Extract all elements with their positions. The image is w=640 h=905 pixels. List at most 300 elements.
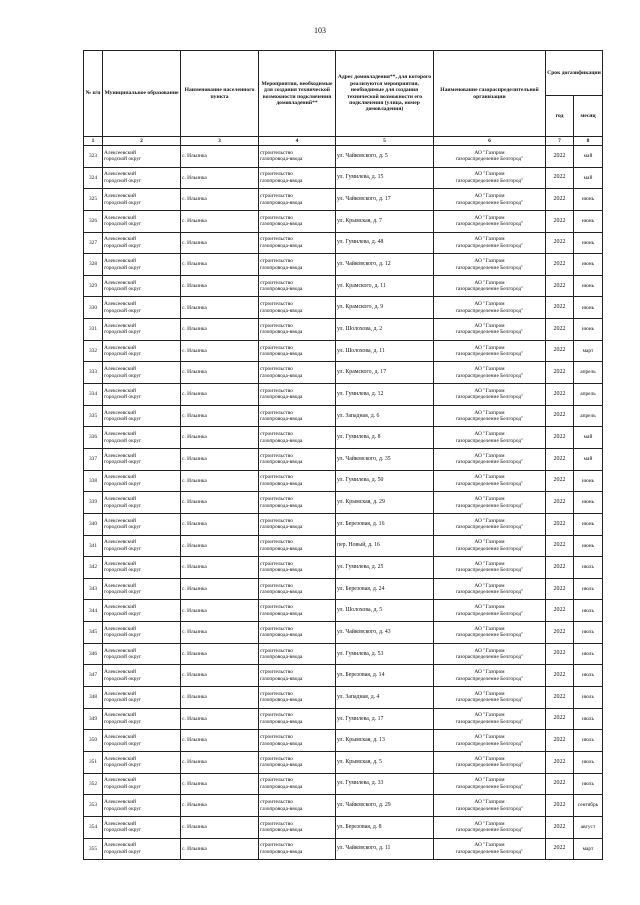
org-cell <box>434 600 546 622</box>
municipality-line: городской округ <box>104 610 142 617</box>
column-number: 7 <box>546 137 574 146</box>
month-cell: июнь <box>574 189 603 211</box>
row-number: 343 <box>84 578 103 600</box>
measure-line: газопровода-ввода <box>260 783 303 790</box>
settlement-cell: с. Ильинка <box>181 297 259 319</box>
org-line: АО "Газпром <box>474 301 505 308</box>
address-cell: ул. Крымская, д. 13 <box>336 730 434 752</box>
org-line: газораспределение Белгород" <box>455 827 524 834</box>
address-cell: ул. Крымская, д. 5 <box>336 751 434 773</box>
measure-cell <box>259 751 336 773</box>
municipality-line: Алексеевский <box>104 452 136 459</box>
month-cell: апрель <box>574 384 603 406</box>
org-cell <box>434 189 546 211</box>
month-cell: март <box>574 340 603 362</box>
org-cell <box>434 535 546 557</box>
municipality-line: Алексеевский <box>104 366 136 373</box>
measure-cell <box>259 405 336 427</box>
address-cell: ул. Крамского, д. 9 <box>336 297 434 319</box>
org-line: АО "Газпром <box>474 820 505 827</box>
address-cell: ул. Чайковского, д. 11 <box>336 838 434 860</box>
header-num: № п/п <box>84 51 103 137</box>
measure-cell <box>259 470 336 492</box>
measure-line: газопровода-ввода <box>260 610 303 617</box>
org-line: АО "Газпром <box>474 755 505 762</box>
municipality-cell <box>103 773 181 795</box>
measure-cell <box>259 254 336 276</box>
measure-line: строительство <box>260 301 293 308</box>
municipality-cell <box>103 146 181 168</box>
municipality-line: городской округ <box>104 264 142 271</box>
settlement-cell: с. Ильинка <box>181 427 259 449</box>
org-line: газораспределение Белгород" <box>455 351 524 358</box>
measure-cell <box>259 622 336 644</box>
municipality-line: городской округ <box>104 589 142 596</box>
measure-line: газопровода-ввода <box>260 416 303 422</box>
org-cell <box>434 384 546 406</box>
month-cell: июль <box>574 773 603 795</box>
month-cell: апрель <box>574 362 603 384</box>
measure-line: газопровода-ввода <box>260 567 303 574</box>
measure-line: газопровода-ввода <box>260 199 303 206</box>
address-cell: ул. Чайковского, д. 35 <box>336 448 434 470</box>
table-row <box>84 816 603 838</box>
settlement-cell: с. Ильинка <box>181 600 259 622</box>
org-line: газораспределение Белгород" <box>455 286 524 293</box>
measure-cell <box>259 708 336 730</box>
org-line: АО "Газпром <box>474 777 505 784</box>
municipality-cell <box>103 557 181 579</box>
org-line: АО "Газпром <box>474 409 505 416</box>
municipality-line: Алексеевский <box>104 842 136 849</box>
municipality-line: Алексеевский <box>104 149 136 156</box>
measure-line: строительство <box>260 344 293 351</box>
month-cell: июль <box>574 665 603 687</box>
org-line: АО "Газпром <box>474 279 505 286</box>
measure-line: строительство <box>260 690 293 697</box>
municipality-line: Алексеевский <box>104 647 136 654</box>
row-number: 323 <box>84 146 103 168</box>
municipality-line: городской округ <box>104 654 142 661</box>
measure-line: строительство <box>260 193 293 200</box>
measure-cell <box>259 643 336 665</box>
table-row <box>84 189 603 211</box>
org-line: АО "Газпром <box>474 149 505 156</box>
org-cell <box>434 687 546 709</box>
address-cell: ул. Крымская, д. 7 <box>336 210 434 232</box>
municipality-line: городской округ <box>104 242 142 249</box>
municipality-line: Алексеевский <box>104 517 136 524</box>
municipality-cell <box>103 427 181 449</box>
municipality-cell <box>103 600 181 622</box>
year-cell: 2022 <box>546 448 574 470</box>
address-cell: ул. Крамского, д. 11 <box>336 275 434 297</box>
settlement-cell: с. Ильинка <box>181 384 259 406</box>
measure-line: строительство <box>260 387 293 394</box>
table-row <box>84 427 603 449</box>
row-number: 342 <box>84 557 103 579</box>
address-cell: ул. Гумилева, д. 33 <box>336 773 434 795</box>
org-cell <box>434 232 546 254</box>
org-line: АО "Газпром <box>474 669 505 676</box>
header-settlement: Наименование населенного пункта <box>181 51 259 137</box>
org-cell <box>434 708 546 730</box>
municipality-line: городской округ <box>104 524 142 531</box>
year-cell: 2022 <box>546 275 574 297</box>
table-row <box>84 470 603 492</box>
municipality-line: городской округ <box>104 675 142 682</box>
address-cell: ул. Крымская, д. 29 <box>336 492 434 514</box>
month-cell: июнь <box>574 254 603 276</box>
org-line: АО "Газпром <box>474 842 505 849</box>
org-line: газораспределение Белгород" <box>455 589 524 596</box>
address-cell: ул. Гумилева, д. 15 <box>336 167 434 189</box>
row-number: 335 <box>84 405 103 427</box>
org-line: газораспределение Белгород" <box>455 545 524 552</box>
org-cell <box>434 773 546 795</box>
year-cell: 2022 <box>546 535 574 557</box>
municipality-cell <box>103 448 181 470</box>
month-cell: июль <box>574 751 603 773</box>
org-line: газораспределение Белгород" <box>455 718 524 725</box>
org-line: газораспределение Белгород" <box>455 524 524 531</box>
municipality-cell <box>103 340 181 362</box>
measure-line: строительство <box>260 409 293 416</box>
measure-line: строительство <box>260 496 293 503</box>
org-line: газораспределение Белгород" <box>455 372 524 379</box>
table-row <box>84 167 603 189</box>
org-cell <box>434 816 546 838</box>
settlement-cell: с. Ильинка <box>181 405 259 427</box>
header-month: месяц <box>574 96 603 137</box>
measure-line: газопровода-ввода <box>260 264 303 271</box>
address-cell: ул. Шолохова, д. 11 <box>336 340 434 362</box>
settlement-cell: с. Ильинка <box>181 730 259 752</box>
month-cell: май <box>574 448 603 470</box>
year-cell: 2022 <box>546 687 574 709</box>
row-number: 355 <box>84 838 103 860</box>
org-cell <box>434 340 546 362</box>
measure-line: газопровода-ввода <box>260 545 303 552</box>
municipality-line: Алексеевский <box>104 171 136 178</box>
org-line: АО "Газпром <box>474 452 505 459</box>
header-year: год <box>546 96 574 137</box>
org-cell <box>434 643 546 665</box>
measure-cell <box>259 362 336 384</box>
measure-cell <box>259 427 336 449</box>
org-cell <box>434 578 546 600</box>
settlement-cell: с. Ильинка <box>181 773 259 795</box>
year-cell: 2022 <box>546 708 574 730</box>
measure-line: газопровода-ввода <box>260 480 303 487</box>
measure-cell <box>259 513 336 535</box>
org-cell <box>434 297 546 319</box>
address-cell: ул. Шолохова, д. 2 <box>336 319 434 341</box>
header-org: Наименование газораспределительной организации <box>434 51 546 137</box>
municipality-cell <box>103 405 181 427</box>
municipality-line: городской округ <box>104 156 142 163</box>
table-row <box>84 513 603 535</box>
column-number: 5 <box>336 137 434 146</box>
table-row <box>84 210 603 232</box>
year-cell: 2022 <box>546 167 574 189</box>
municipality-line: городской округ <box>104 480 142 487</box>
row-number: 336 <box>84 427 103 449</box>
table-row <box>84 687 603 709</box>
municipality-cell <box>103 319 181 341</box>
org-cell <box>434 513 546 535</box>
measure-line: газопровода-ввода <box>260 827 303 834</box>
org-line: газораспределение Белгород" <box>455 199 524 206</box>
org-cell <box>434 254 546 276</box>
address-cell: ул. Гумилева, д. 12 <box>336 384 434 406</box>
row-number: 352 <box>84 773 103 795</box>
year-cell: 2022 <box>546 600 574 622</box>
year-cell: 2022 <box>546 773 574 795</box>
org-cell <box>434 795 546 817</box>
municipality-cell <box>103 297 181 319</box>
month-cell: июнь <box>574 297 603 319</box>
address-cell: ул. Крамского, д. 17 <box>336 362 434 384</box>
measure-cell <box>259 665 336 687</box>
municipality-line: городской округ <box>104 805 142 812</box>
municipality-line: городской округ <box>104 177 142 184</box>
row-number: 339 <box>84 492 103 514</box>
org-cell <box>434 448 546 470</box>
page-number: 103 <box>314 26 326 35</box>
municipality-cell <box>103 232 181 254</box>
measure-line: газопровода-ввода <box>260 242 303 249</box>
municipality-line: Алексеевский <box>104 690 136 697</box>
municipality-line: Алексеевский <box>104 279 136 286</box>
municipality-line: Алексеевский <box>104 431 136 438</box>
municipality-cell <box>103 838 181 860</box>
org-cell <box>434 362 546 384</box>
municipality-cell <box>103 362 181 384</box>
municipality-cell <box>103 622 181 644</box>
row-number: 337 <box>84 448 103 470</box>
measure-cell <box>259 167 336 189</box>
measure-line: строительство <box>260 625 293 632</box>
municipality-line: городской округ <box>104 718 142 725</box>
municipality-line: Алексеевский <box>104 669 136 676</box>
measure-cell <box>259 773 336 795</box>
table-row <box>84 535 603 557</box>
address-cell: ул. Гумилева, д. 17 <box>336 708 434 730</box>
org-line: газораспределение Белгород" <box>455 783 524 790</box>
measure-line: строительство <box>260 452 293 459</box>
settlement-cell: с. Ильинка <box>181 665 259 687</box>
org-cell <box>434 275 546 297</box>
table-row <box>84 751 603 773</box>
org-line: АО "Газпром <box>474 647 505 654</box>
municipality-line: городской округ <box>104 567 142 574</box>
table-row <box>84 146 603 168</box>
org-line: газораспределение Белгород" <box>455 329 524 336</box>
org-line: газораспределение Белгород" <box>455 480 524 487</box>
settlement-cell: с. Ильинка <box>181 708 259 730</box>
year-cell: 2022 <box>546 622 574 644</box>
measure-line: газопровода-ввода <box>260 351 303 358</box>
measure-cell <box>259 492 336 514</box>
year-cell: 2022 <box>546 643 574 665</box>
municipality-cell <box>103 643 181 665</box>
month-cell: март <box>574 838 603 860</box>
org-line: газораспределение Белгород" <box>455 697 524 704</box>
municipality-line: городской округ <box>104 827 142 834</box>
measure-line: строительство <box>260 539 293 546</box>
year-cell: 2022 <box>546 362 574 384</box>
table-row <box>84 384 603 406</box>
measure-cell <box>259 319 336 341</box>
row-number: 332 <box>84 340 103 362</box>
municipality-line: Алексеевский <box>104 344 136 351</box>
month-cell: май <box>574 146 603 168</box>
table-row <box>84 643 603 665</box>
address-cell: ул. Чайковского, д. 5 <box>336 146 434 168</box>
month-cell: июль <box>574 622 603 644</box>
municipality-cell <box>103 535 181 557</box>
table-row <box>84 730 603 752</box>
municipality-line: Алексеевский <box>104 755 136 762</box>
year-cell: 2022 <box>546 730 574 752</box>
settlement-cell: с. Ильинка <box>181 622 259 644</box>
municipality-line: Алексеевский <box>104 582 136 589</box>
year-cell: 2022 <box>546 319 574 341</box>
year-cell: 2022 <box>546 427 574 449</box>
address-cell: ул. Березовая, д. 14 <box>336 665 434 687</box>
year-cell: 2022 <box>546 189 574 211</box>
municipality-cell <box>103 470 181 492</box>
org-line: газораспределение Белгород" <box>455 394 524 401</box>
month-cell: май <box>574 427 603 449</box>
org-line: газораспределение Белгород" <box>455 567 524 574</box>
column-number: 8 <box>574 137 603 146</box>
month-cell: июль <box>574 730 603 752</box>
municipality-line: Алексеевский <box>104 734 136 741</box>
address-cell: ул. Чайковского, д. 43 <box>336 622 434 644</box>
row-number: 334 <box>84 384 103 406</box>
municipality-cell <box>103 492 181 514</box>
municipality-cell <box>103 275 181 297</box>
measure-line: строительство <box>260 258 293 265</box>
row-number: 347 <box>84 665 103 687</box>
year-cell: 2022 <box>546 751 574 773</box>
settlement-cell: с. Ильинка <box>181 838 259 860</box>
measure-cell <box>259 384 336 406</box>
measure-line: газопровода-ввода <box>260 177 303 184</box>
year-cell: 2022 <box>546 557 574 579</box>
municipality-line: Алексеевский <box>104 625 136 632</box>
municipality-line: городской округ <box>104 697 142 704</box>
measure-line: строительство <box>260 582 293 589</box>
settlement-cell: с. Ильинка <box>181 210 259 232</box>
municipality-line: Алексеевский <box>104 604 136 611</box>
year-cell: 2022 <box>546 210 574 232</box>
municipality-cell <box>103 578 181 600</box>
measure-line: строительство <box>260 517 293 524</box>
org-line: АО "Газпром <box>474 625 505 632</box>
measure-line: строительство <box>260 149 293 156</box>
municipality-line: городской округ <box>104 545 142 552</box>
row-number: 350 <box>84 730 103 752</box>
org-cell <box>434 470 546 492</box>
year-cell: 2022 <box>546 795 574 817</box>
address-cell: ул. Чайковского, д. 12 <box>336 254 434 276</box>
org-line: газораспределение Белгород" <box>455 177 524 184</box>
year-cell: 2022 <box>546 297 574 319</box>
municipality-cell <box>103 384 181 406</box>
month-cell: июль <box>574 687 603 709</box>
month-cell: июль <box>574 578 603 600</box>
year-cell: 2022 <box>546 578 574 600</box>
measure-line: газопровода-ввода <box>260 372 303 379</box>
measure-cell <box>259 448 336 470</box>
org-line: АО "Газпром <box>474 604 505 611</box>
municipality-cell <box>103 189 181 211</box>
org-line: АО "Газпром <box>474 344 505 351</box>
month-cell: июнь <box>574 492 603 514</box>
measure-line: газопровода-ввода <box>260 524 303 531</box>
municipality-line: Алексеевский <box>104 387 136 394</box>
settlement-cell: с. Ильинка <box>181 362 259 384</box>
municipality-line: Алексеевский <box>104 214 136 221</box>
measure-line: строительство <box>260 171 293 178</box>
municipality-line: городской округ <box>104 848 142 855</box>
measure-line: строительство <box>260 734 293 741</box>
org-line: АО "Газпром <box>474 387 505 394</box>
table-row <box>84 578 603 600</box>
year-cell: 2022 <box>546 816 574 838</box>
municipality-line: Алексеевский <box>104 820 136 827</box>
table-row <box>84 665 603 687</box>
municipality-line: городской округ <box>104 394 142 401</box>
municipality-line: Алексеевский <box>104 258 136 265</box>
measure-line: газопровода-ввода <box>260 459 303 466</box>
table-row <box>84 405 603 427</box>
settlement-cell: с. Ильинка <box>181 232 259 254</box>
measure-cell <box>259 189 336 211</box>
measure-line: строительство <box>260 777 293 784</box>
measure-cell <box>259 600 336 622</box>
table-row <box>84 795 603 817</box>
row-number: 329 <box>84 275 103 297</box>
column-number: 2 <box>103 137 181 146</box>
row-number: 338 <box>84 470 103 492</box>
address-cell: ул. Западная, д. 4 <box>336 687 434 709</box>
org-line: АО "Газпром <box>474 474 505 481</box>
org-cell <box>434 838 546 860</box>
municipality-line: Алексеевский <box>104 409 136 416</box>
measure-line: строительство <box>260 279 293 286</box>
month-cell: июль <box>574 557 603 579</box>
row-number: 346 <box>84 643 103 665</box>
measure-cell <box>259 146 336 168</box>
municipality-line: городской округ <box>104 783 142 790</box>
gasification-table <box>83 50 603 860</box>
org-line: газораспределение Белгород" <box>455 264 524 271</box>
measure-line: строительство <box>260 799 293 806</box>
measure-line: строительство <box>260 755 293 762</box>
row-number: 340 <box>84 513 103 535</box>
month-cell: июль <box>574 600 603 622</box>
row-number: 325 <box>84 189 103 211</box>
municipality-cell <box>103 254 181 276</box>
measure-line: газопровода-ввода <box>260 848 303 855</box>
org-cell <box>434 210 546 232</box>
measure-cell <box>259 275 336 297</box>
settlement-cell: с. Ильинка <box>181 492 259 514</box>
